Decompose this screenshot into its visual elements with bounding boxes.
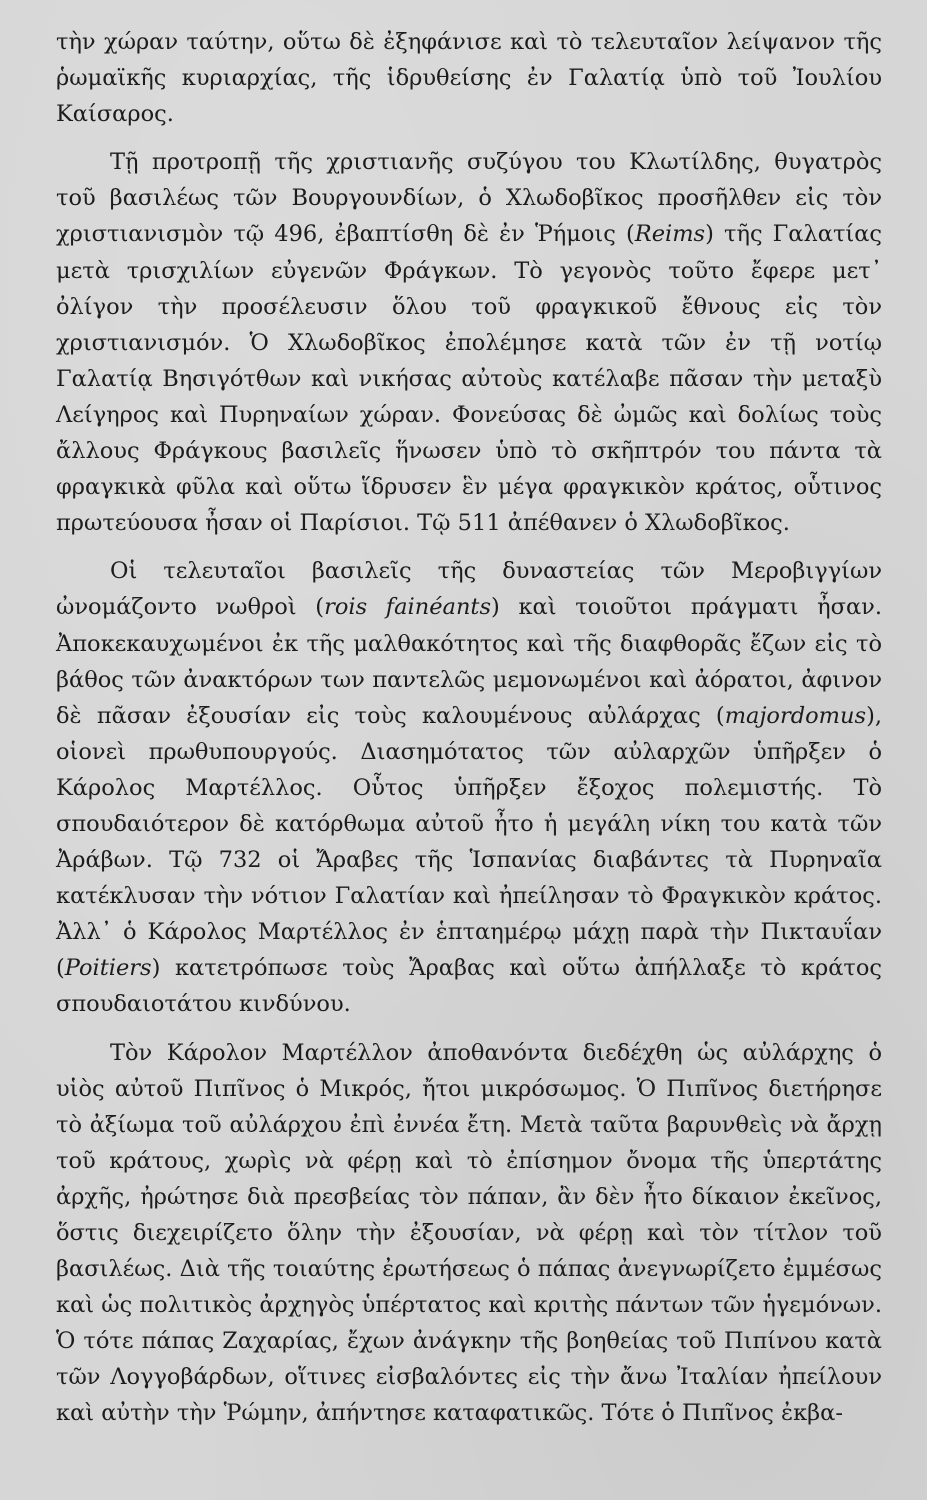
foreign-term-majordomus: majordomus [724,702,867,729]
paragraph-3-text-b: ) καὶ τοιοῦτοι πράγματι ἦσαν. Ἀποκεκαυχωμένοι ἐκ τῆς μαλθακότητος καὶ τῆς διαφθορᾶς ἔζων εἰς τὸ βάθος τῶν ἀνακτόρων των παντελῶς μεμονωμένοι καὶ ἀόρατοι, ἀφινον δὲ πᾶσαν ἐξουσίαν εἰς τοὺς καλουμένους αὐλάρχας ( [56,594,882,729]
foreign-term-poitiers: Poitiers [64,955,152,982]
paragraph-gap [56,132,882,144]
paragraph-1-text: τὴν χώραν ταύτην, οὕτω δὲ ἐξηφάνισε καὶ τὸ τελευταῖον λείψανον τῆς ῥωμαϊκῆς κυριαρχίας, τῆς ἱδρυθείσης ἐν Γαλατίᾳ ὑπὸ τοῦ Ἰουλίου Καίσαρος. [56,29,882,128]
paragraph-3-text-c: ), οἱονεὶ πρωθυπουργούς. Διασημότατος τῶν αὐλαρχῶν ὑπῆρξεν ὁ Κάρολος Μαρτέλλος. Οὗτος ὑπῆρξεν ἔξοχος πολεμιστής. Τὸ σπουδαιότερον δὲ κατόρθωμα αὐτοῦ ἦτο ἡ μεγάλη νίκη του κατὰ τῶν Ἀράβων. Τῷ 732 οἱ Ἄραβες τῆς Ἱσπανίας διαβάντες τὰ Πυρηναῖα κατέκλυσαν τὴν νότιον Γαλατίαν καὶ ἠπείλησαν τὸ Φραγκικὸν κράτος. Ἀλλ᾽ ὁ Κάρολος Μαρτέλλος ἐν ἑπταημέρῳ μάχῃ παρὰ τὴν Πικταυΐαν ( [56,702,882,982]
paragraph-gap [56,541,882,553]
foreign-term-rois-faineants: rois fainéants [324,594,492,621]
paragraph-gap [56,1023,882,1035]
paragraph-2-text-b: ) τῆς Γαλατίας μετὰ τρισχιλίων εὐγενῶν Φράγκων. Τὸ γεγονὸς τοῦτο ἔφερε μετ᾽ ὀλίγον τὴν προσέλευσιν ὅλου τοῦ φραγκικοῦ ἔθνους εἰς τὸν χριστιανισμόν. Ὁ Χλωδοβῖκος ἐπολέμησε κατὰ τῶν ἐν τῇ νοτίῳ Γαλατίᾳ Βησιγότθων καὶ νικήσας αὐτοὺς κατέλαβε πᾶσαν τὴν μεταξὺ Λείγηρος καὶ Πυρηναίων χώραν. Φονεύσας δὲ ὠμῶς καὶ δολίως τοὺς ἄλλους Φράγκους βασιλεῖς ἥνωσεν ὑπὸ τὸ σκῆπτρόν του πάντα τὰ φραγκικὰ φῦλα καὶ οὕτω ἵδρυσεν ἓν μέγα φραγκικὸν κράτος, οὗτινος πρωτεύουσα ἦσαν οἱ Παρίσιοι. Τῷ 511 ἀπέθανεν ὁ Χλωδοβῖκος. [56,221,883,537]
paragraph-3-text-a: Οἱ τελευταῖοι βασιλεῖς τῆς δυναστείας τῶν Μεροβιγγίων ὠνομάζοντο νωθροὶ ( [56,558,882,621]
body-text [56,24,882,1432]
foreign-term-reims: Reims [634,221,706,248]
paragraph-3 [56,553,882,1022]
paragraph-4-text: Τὸν Κάρολον Μαρτέλλον ἀποθανόντα διεδέχθη ὡς αὐλάρχης ὁ υἱὸς αὐτοῦ Πιπῖνος ὁ Μικρός, ἤτοι μικρόσωμος. Ὁ Πιπῖνος διετήρησε τὸ ἀξίωμα τοῦ αὐλάρχου ἐπὶ ἐννέα ἔτη. Μετὰ ταῦτα βαρυνθεὶς νὰ ἄρχῃ τοῦ κράτους, χωρὶς νὰ φέρῃ καὶ τὸ ἐπίσημον ὄνομα τῆς ὑπερτάτης ἀρχῆς, ἠρώτησε διὰ πρεσβείας τὸν πάπαν, ἂν δὲν ἦτο δίκαιον ἐκεῖνος, ὅστις διεχειρίζετο ὅλην τὴν ἐξουσίαν, νὰ φέρῃ καὶ τὸν τίτλον τοῦ βασιλέως. Διὰ τῆς τοιαύτης ἐρωτήσεως ὁ πάπας ἀνεγνωρίζετο ἐμμέσως καὶ ὡς πολιτικὸς ἀρχηγὸς ὑπέρτατος καὶ κριτὴς πάντων τῶν ἡγεμόνων. Ὁ τότε πάπας Ζαχαρίας, ἔχων ἀνάγκην τῆς βοηθείας τοῦ Πιπίνου κατὰ τῶν Λογγοβάρδων, οἵτινες εἰσβαλόντες εἰς τὴν ἄνω Ἰταλίαν ἠπείλουν καὶ αὐτὴν τὴν Ῥώμην, ἀπήντησε καταφατικῶς. Τότε ὁ Πιπῖνος ἐκβα- [56,1039,882,1427]
paragraph-2-text-a: Τῇ προτροπῇ τῆς χριστιανῆς συζύγου του Κλωτίλδης, θυγατρὸς τοῦ βασιλέως τῶν Βουργουνδίων, ὁ Χλωδοβῖκος προσῆλθεν εἰς τὸν χριστιανισμὸν τῷ 496, ἐβαπτίσθη δὲ ἐν Ῥήμοις ( [56,149,882,248]
paragraph-1 [56,24,882,132]
paragraph-2 [56,144,882,541]
paragraph-3-text-d: ) κατετρόπωσε τοὺς Ἄραβας καὶ οὕτω ἀπήλλαξε τὸ κράτος σπουδαιοτάτου κινδύνου. [56,955,882,1018]
paragraph-4 [56,1035,882,1432]
